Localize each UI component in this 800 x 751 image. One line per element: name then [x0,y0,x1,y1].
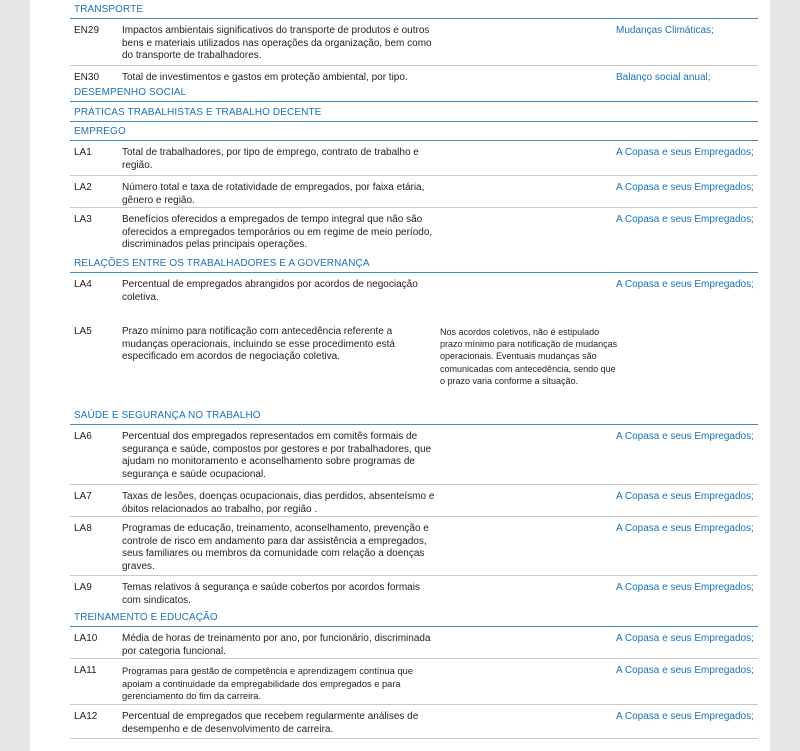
indicator-code: LA7 [74,491,92,502]
indicator-note: Nos acordos coletivos, não é estipulado prazo mínimo para notificação de mudanças operacionais. Eventuais mudanças são comunicadas com antecedência, sendo que o prazo varia conforme a situação. [440,327,618,386]
indicator-reference: Mudanças Climáticas; [616,25,714,36]
indicator-reference: A Copasa e seus Empregados; [616,633,754,644]
section-title: DESEMPENHO SOCIAL [74,87,187,98]
indicator-code: LA2 [74,182,92,193]
indicator-reference: A Copasa e seus Empregados; [616,582,754,593]
indicator-reference: A Copasa e seus Empregados; [616,147,754,158]
indicator-reference: A Copasa e seus Empregados; [616,431,754,442]
section-title: TREINAMENTO E EDUCAÇÃO [74,612,218,623]
indicator-description: Programas de educação, treinamento, aconselhamento, prevenção e controle de risco em andamento para dar assistência a empregados, seus familiares ou membros da comunidade com relação a doenças graves. [122,523,429,572]
table-row-LA5 [70,320,758,406]
section-saude-seguranca [70,406,758,425]
indicator-description: Temas relativos à segurança e saúde cobertos por acordos formais com sindicatos. [122,582,420,606]
table-row-LA4 [70,273,758,320]
table-row-LA8 [70,517,758,576]
indicator-description: Total de trabalhadores, por tipo de emprego, contrato de trabalho e região. [122,147,419,171]
section-transporte [70,0,758,19]
indicator-reference: A Copasa e seus Empregados; [616,711,754,722]
indicator-reference: A Copasa e seus Empregados; [616,491,754,502]
indicator-code: EN30 [74,72,100,83]
indicator-description: Benefícios oferecidos a empregados de tempo integral que não são oferecidos a empregados temporários ou em regime de meio período, discriminados pelas principais operações. [122,214,433,250]
table-row-EN29 [70,19,758,66]
table-row-LA9 [70,576,758,607]
indicator-description: Taxas de lesões, doenças ocupacionais, dias perdidos, absenteísmo e óbitos relacionados ao trabalho, por região . [122,491,435,515]
indicator-code: LA4 [74,279,92,290]
indicator-reference: A Copasa e seus Empregados; [616,214,754,225]
indicator-code: LA10 [74,633,98,644]
indicator-description: Total de investimentos e gastos em proteção ambiental, por tipo. [122,72,408,83]
section-praticas-trabalhistas [70,102,758,122]
section-title: SAÚDE E SEGURANÇA NO TRABALHO [74,410,261,421]
indicator-description: Impactos ambientais significativos do transporte de produtos e outros bens e materiais utilizados nas operações da organização, bem como do transporte de trabalhadores. [122,25,432,61]
indicator-description: Prazo mínimo para notificação com antecedência referente a mudanças operacionais, incluindo se esse procedimento está especificado em acordos de negociação coletiva. [122,326,395,362]
section-treinamento-educacao [70,607,758,627]
indicator-code: LA3 [74,214,92,225]
table-row-LA1 [70,141,758,176]
section-emprego [70,122,758,141]
indicator-description: Número total e taxa de rotatividade de empregados, por faixa etária, gênero e região. [122,182,425,206]
table-row-LA11 [70,659,758,705]
indicator-description: Média de horas de treinamento por ano, por funcionário, discriminada por categoria funcional. [122,633,431,657]
indicator-reference: A Copasa e seus Empregados; [616,279,754,290]
table-row-EN30 [70,66,758,87]
indicator-description: Percentual de empregados que recebem regularmente análises de desempenho e de desenvolvimento de carreira. [122,711,419,735]
indicator-reference: Balanço social anual; [616,72,711,83]
indicator-description: Programas para gestão de competência e aprendizagem contínua que apoiam a continuidade da empregabilidade dos empregados e para gerenciamento do fim da carreira. [122,666,413,701]
indicator-code: LA5 [74,326,92,337]
section-desempenho-social [70,87,758,102]
indicator-code: LA12 [74,711,98,722]
indicator-description: Percentual de empregados abrangidos por acordos de negociação coletiva. [122,279,418,303]
indicator-code: LA8 [74,523,92,534]
section-title: EMPREGO [74,126,126,137]
indicator-reference: A Copasa e seus Empregados; [616,523,754,534]
indicator-code: LA11 [74,665,97,676]
table-row-LA12 [70,705,758,739]
indicator-code: LA1 [74,147,92,158]
table-row-LA10 [70,627,758,659]
indicator-description: Percentual dos empregados representados em comitês formais de segurança e saúde, compostos por gestores e por trabalhadores, que ajudam no monitoramento e aconselhamento sobre programas de segurança e saúde ocupacional. [122,431,432,480]
section-title: PRÁTICAS TRABALHISTAS E TRABALHO DECENTE [74,107,322,118]
section-relacoes-governanca [70,254,758,273]
report-page [30,0,770,751]
table-row-LA7 [70,485,758,517]
table-row-LA6 [70,425,758,485]
table-row-LA3 [70,208,758,254]
section-title: RELAÇÕES ENTRE OS TRABALHADORES E A GOVERNANÇA [74,258,370,269]
indicator-reference: A Copasa e seus Empregados; [616,665,754,676]
table-row-LA2 [70,176,758,208]
indicator-code: LA9 [74,582,92,593]
section-title: TRANSPORTE [74,4,144,15]
indicator-reference: A Copasa e seus Empregados; [616,182,754,193]
indicator-code: EN29 [74,25,100,36]
indicator-code: LA6 [74,431,92,442]
